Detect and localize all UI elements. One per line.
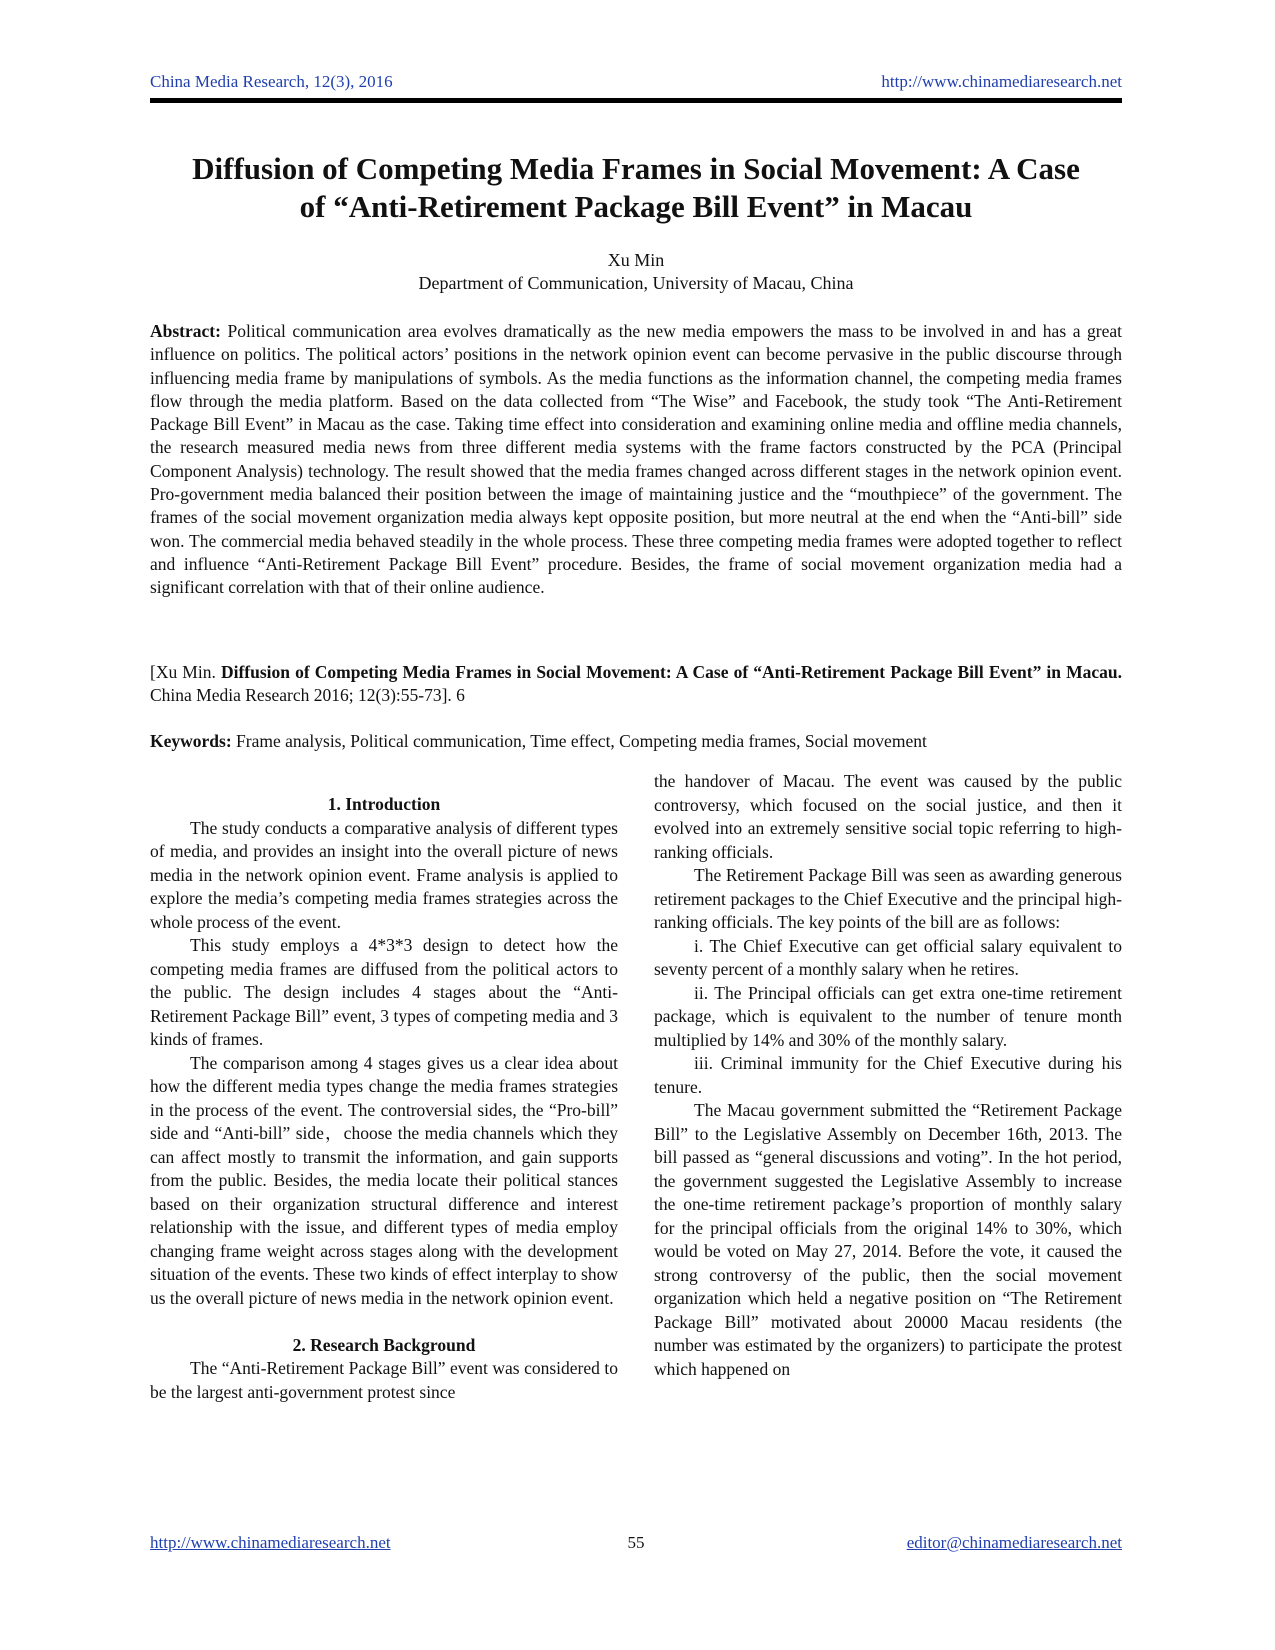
section-1-paragraph-1: The study conducts a comparative analysis of different types of media, and provides an insight into the overall picture of news media in the network opinion event. Frame analysis is applied to explore the media’s competing media frames strategies across the whole process of the event. bbox=[150, 817, 618, 932]
government-submission-paragraph: The Macau government submitted the “Retirement Package Bill” to the Legislative Assembly on December 16th, 2013. The bill passed as “general discussions and voting”. In the hot period, the government suggested the Legislative Assembly to increase the one-time retirement package’s proportion of monthly salary for the principal officials from the original 14% to 30%, which would be voted on May 27, 2014. Before the vote, it caused the strong controversy of the public, then the social movement organization which held a negative position on “The Retirement Package Bill” motivated about 20000 Macau residents (the number was estimated by the organizers) to participate the protest which happened on bbox=[654, 1100, 1122, 1379]
keywords bbox=[150, 730, 1122, 753]
section-1-paragraph-3: The comparison among 4 stages gives us a clear idea about how the different media types change the media frames strategies in the process of the event. The controversial sides, the “Pro-bill” side and “Anti-bill” side，choose the media channels which they can affect mostly to transmit the information, and gain supports from the public. Besides, the media locate their political stances based on their organization structural difference and interest relationship with the issue, and different types of media employ changing frame weight across stages along with the development situation of the events. These two kinds of effect interplay to show us the overall picture of news media in the network opinion event. bbox=[150, 1052, 618, 1308]
author-name: Xu Min bbox=[607, 250, 665, 270]
bill-point-1: i. The Chief Executive can get official salary equivalent to seventy percent of a monthly salary when he retires. bbox=[654, 935, 1122, 979]
citation-suffix: China Media Research 2016; 12(3):55-73]. 6 bbox=[150, 685, 465, 706]
bill-point-2: ii. The Principal officials can get extra one-time retirement package, which is equivalent to the number of tenure month multiplied by 14% and 30% of the monthly salary. bbox=[654, 982, 1122, 1050]
header-rule bbox=[150, 98, 1122, 103]
bill-intro-paragraph: The Retirement Package Bill was seen as awarding generous retirement packages to the Chief Executive and the principal high-ranking officials. The key points of the bill are as follows: bbox=[654, 865, 1122, 932]
header-url-link[interactable]: http://www.chinamediaresearch.net bbox=[881, 72, 1122, 91]
citation-prefix: [Xu Min. bbox=[150, 662, 221, 682]
title-line-1: Diffusion of Competing Media Frames in Social Movement: A Case bbox=[192, 151, 1080, 186]
citation bbox=[150, 661, 1122, 708]
author-affiliation: Department of Communication, University of Macau, China bbox=[418, 273, 854, 293]
section-1-paragraph-2: This study employs a 4*3*3 design to detect how the competing media frames are diffused from the political actors to the public. The design includes 4 stages about the “Anti-Retirement Package Bill” event, 3 types of competing media and 3 kinds of frames. bbox=[150, 935, 618, 1049]
section-1-heading: 1. Introduction bbox=[327, 794, 441, 814]
paper-title bbox=[130, 150, 1142, 226]
title-line-2: of “Anti-Retirement Package Bill Event” in Macau bbox=[299, 189, 973, 224]
footer-url-link[interactable]: http://www.chinamediaresearch.net bbox=[150, 1533, 391, 1552]
right-column bbox=[654, 770, 1122, 1381]
abstract-label: Abstract: bbox=[150, 321, 221, 341]
running-header bbox=[150, 72, 1122, 98]
bill-point-3: iii. Criminal immunity for the Chief Executive during his tenure. bbox=[654, 1053, 1122, 1097]
citation-title: Diffusion of Competing Media Frames in Social Movement: A Case of “Anti-Retirement Package Bill Event” in Macau. bbox=[220, 662, 1123, 682]
keywords-text: Frame analysis, Political communication, Time effect, Competing media frames, Social movement bbox=[231, 731, 927, 751]
section-spacer bbox=[150, 1310, 618, 1334]
left-column bbox=[150, 793, 618, 1404]
abstract-text: Political communication area evolves dramatically as the new media empowers the mass to be involved in and has a great influence on politics. The political actors’ positions in the network opinion event can become pervasive in the public discourse through influencing media frame by manipulations of symbols. As the media functions as the information channel, the competing media frames flow through the media platform. Based on the data collected from “The Wise” and Facebook, the study took “The Anti-Retirement Package Bill Event” in Macau as the case. Taking time effect into consideration and examining online media and offline media channels, the research measured media news from three different media systems with the frame factors constructed by the PCA (Principal Component Analysis) technology. The result showed that the media frames changed across different stages in the network opinion event. Pro-government media balanced their position between the image of maintaining justice and the “mouthpiece” of the government. The frames of the social movement organization media always kept opposite position, but more neutral at the end when the “Anti-bill” side won. The commercial media behaved steadily in the whole process. These three competing media frames were adopted together to reflect and influence “Anti-Retirement Package Bill Event” procedure. Besides, the frame of social movement organization media had a significant correlation with that of their online audience. bbox=[150, 321, 1123, 598]
footer-email-link[interactable]: editor@chinamediaresearch.net bbox=[906, 1533, 1122, 1552]
author-block bbox=[150, 249, 1122, 295]
continued-paragraph: the handover of Macau. The event was caused by the public controversy, which focused on the social justice, and then it evolved into an extremely sensitive social topic referring to high-ranking officials. bbox=[654, 771, 1122, 862]
abstract bbox=[150, 320, 1122, 600]
page-number: 55 bbox=[627, 1533, 645, 1552]
section-2-paragraph-1: The “Anti-Retirement Package Bill” event was considered to be the largest anti-government protest since bbox=[150, 1358, 618, 1402]
section-2-heading: 2. Research Background bbox=[292, 1334, 476, 1355]
page-footer bbox=[150, 1533, 1122, 1557]
journal-citation: China Media Research, 12(3), 2016 bbox=[150, 72, 393, 91]
keywords-label: Keywords: bbox=[150, 731, 232, 751]
